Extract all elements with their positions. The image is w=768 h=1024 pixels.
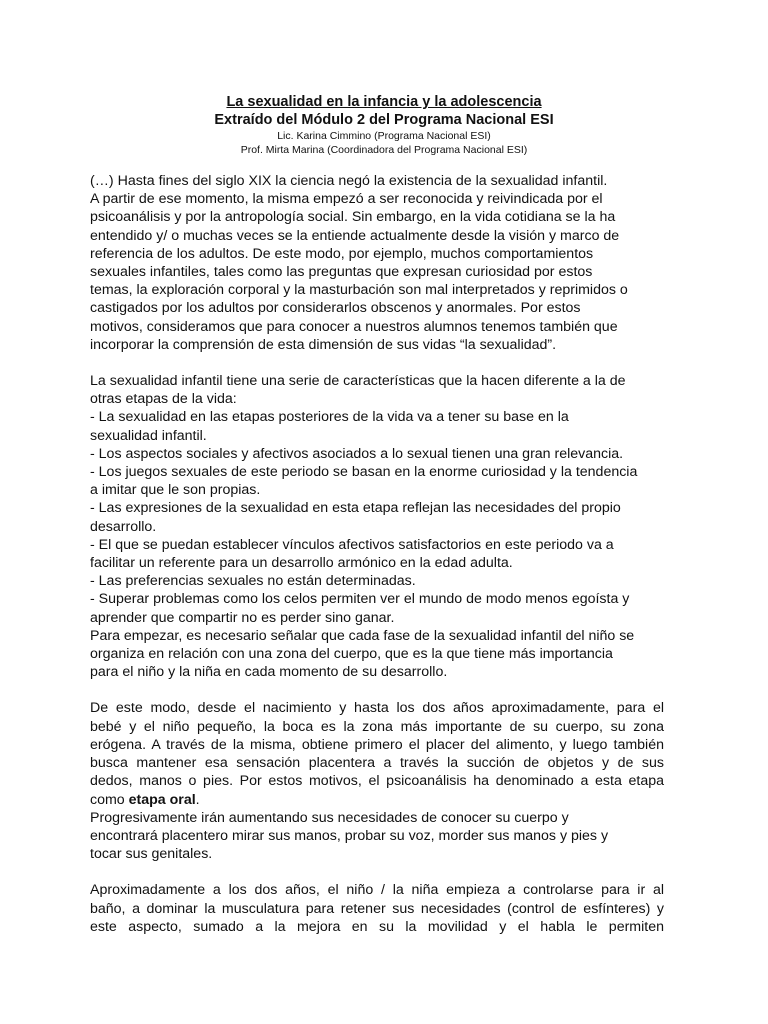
document-body <box>90 172 664 936</box>
paragraph-5 <box>90 881 664 936</box>
author-line-2: Prof. Mirta Marina (Coordinadora del Programa Nacional ESI) <box>240 144 528 156</box>
paragraph-1 <box>90 172 664 354</box>
author-line-1: Lic. Karina Cimmino (Programa Nacional ESI) <box>277 130 491 142</box>
text-line: A partir de ese momento, la misma empezó a ser reconocida y reivindicada por el <box>90 191 603 208</box>
paragraph-spacer <box>90 681 664 699</box>
text-line: sexualidad infantil. <box>90 427 207 444</box>
text-line: entendido y/ o muchas veces se la entiende actualmente desde la visión y marco de <box>90 227 620 244</box>
list-item: - Las preferencias sexuales no están determinadas. <box>90 573 416 590</box>
text-line: facilitar un referente para un desarrollo armónico en la edad adulta. <box>90 555 513 572</box>
paragraph-2 <box>90 372 664 681</box>
text-line: Progresivamente irán aumentando sus necesidades de conocer su cuerpo y <box>90 809 569 826</box>
document-subtitle: Extraído del Módulo 2 del Programa Nacional ESI <box>214 112 554 128</box>
document-title: La sexualidad en la infancia y la adolescencia <box>226 94 542 110</box>
list-item: - La sexualidad en las etapas posteriores de la vida va a tener su base en la <box>90 409 569 426</box>
list-item: - Los aspectos sociales y afectivos asociados a lo sexual tienen una gran relevancia. <box>90 445 624 462</box>
text-line: a imitar que le son propias. <box>90 482 261 499</box>
text-fragment: como <box>90 791 129 808</box>
paragraph-spacer <box>90 863 664 881</box>
text-line: temas, la exploración corporal y la masturbación son mal interpretados y reprimidos o <box>90 282 628 299</box>
text-line: organiza en relación con una zona del cuerpo, que es la que tiene más importancia <box>90 646 613 663</box>
text-line: dedos, manos o pies. Por estos motivos, el psicoanálisis ha denominado a esta etapa <box>90 773 664 790</box>
text-line: para el niño y la niña en cada momento de su desarrollo. <box>90 664 448 681</box>
paragraph-spacer <box>90 354 664 372</box>
text-line: castigados por los adultos por considerarlos obscenos y anormales. Por estos <box>90 300 581 317</box>
text-line: bebé y el niño pequeño, la boca es la zona más importante de su cuerpo, su zona <box>90 718 664 735</box>
text-line: referencia de los adultos. De este modo, por ejemplo, muchos comportamientos <box>90 245 594 262</box>
text-line <box>90 791 664 809</box>
document-header <box>0 93 768 157</box>
list-item: - Superar problemas como los celos permiten ver el mundo de modo menos egoísta y <box>90 591 630 608</box>
text-line: Para empezar, es necesario señalar que cada fase de la sexualidad infantil del niño se <box>90 627 635 644</box>
text-line: otras etapas de la vida: <box>90 391 237 408</box>
text-line: aprender que compartir no es perder sino ganar. <box>90 609 395 626</box>
text-line: este aspecto, sumado a la mejora en su la movilidad y el habla le permiten <box>90 918 664 935</box>
text-line: sexuales infantiles, tales como las preguntas que expresan curiosidad por estos <box>90 264 593 281</box>
text-line: De este modo, desde el nacimiento y hasta los dos años aproximadamente, para el <box>90 700 664 717</box>
text-line: motivos, consideramos que para conocer a nuestros alumnos tenemos también que <box>90 318 618 335</box>
text-line: incorporar la comprensión de esta dimensión de sus vidas “la sexualidad”. <box>90 336 557 353</box>
list-item: - Los juegos sexuales de este periodo se basan en la enorme curiosidad y la tendencia <box>90 464 638 481</box>
text-line: (…) Hasta fines del siglo XIX la ciencia negó la existencia de la sexualidad infantil. <box>90 173 608 189</box>
text-fragment: . <box>195 791 200 808</box>
text-line: baño, a dominar la musculatura para retener sus necesidades (control de esfínteres) y <box>90 900 664 917</box>
text-line: encontrará placentero mirar sus manos, probar su voz, morder sus manos y pies y <box>90 827 609 844</box>
text-line: La sexualidad infantil tiene una serie de características que la hacen diferente a la de <box>90 373 626 390</box>
list-item: - Las expresiones de la sexualidad en esta etapa reflejan las necesidades del propio <box>90 500 621 517</box>
emphasis-etapa-oral: etapa oral <box>128 791 196 808</box>
text-line: Aproximadamente a los dos años, el niño / la niña empieza a controlarse para ir al <box>90 882 664 899</box>
text-line: desarrollo. <box>90 518 157 535</box>
paragraph-3 <box>90 699 664 808</box>
list-item: - El que se puedan establecer vínculos afectivos satisfactorios en este periodo va a <box>90 536 614 553</box>
paragraph-4 <box>90 809 664 864</box>
text-line: busca mantener esa sensación placentera a través la succión de objetos y de sus <box>90 755 664 772</box>
text-line: psicoanálisis y por la antropología social. Sin embargo, en la vida cotidiana se la ha <box>90 209 616 226</box>
text-line: erógena. A través de la misma, obtiene primero el placer del alimento, y luego también <box>90 736 664 753</box>
text-line: tocar sus genitales. <box>90 846 213 863</box>
